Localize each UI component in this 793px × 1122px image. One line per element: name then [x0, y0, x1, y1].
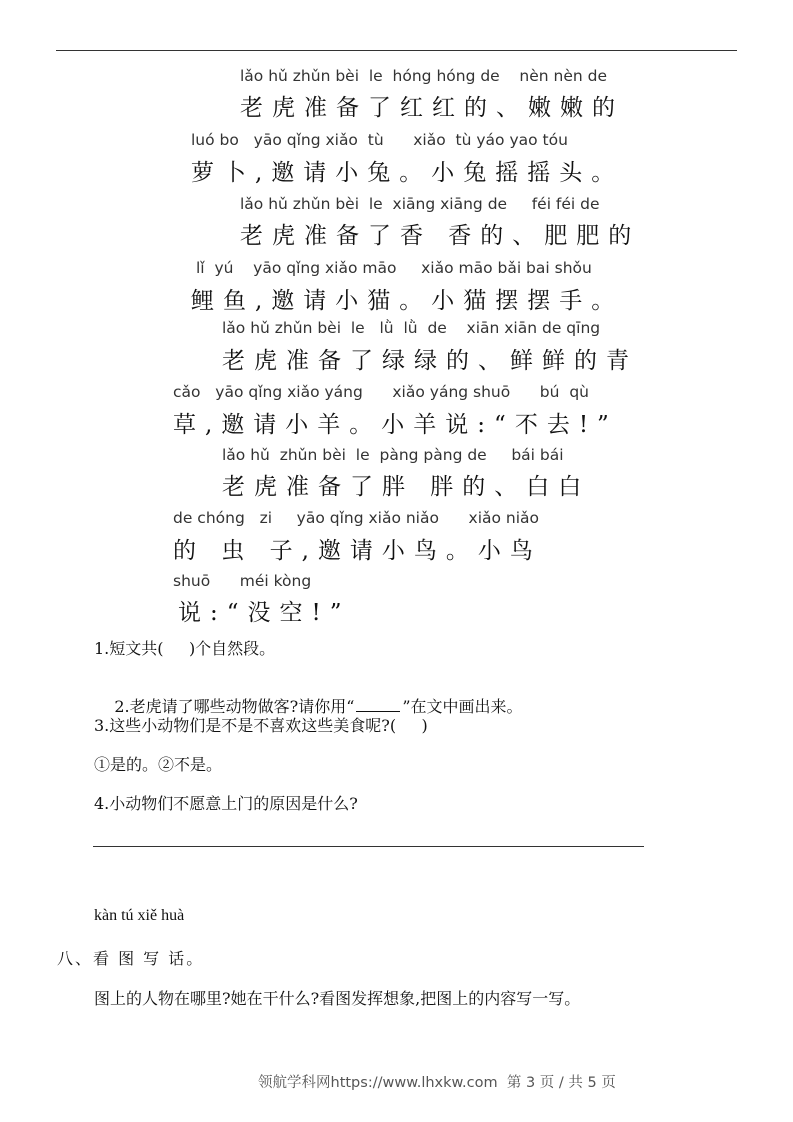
pinyin-line-3: lǎo hǔ zhǔn bèi le xiāng xiāng de féi féi de	[240, 195, 600, 213]
question-2-after: ”在文中画出来。	[402, 697, 523, 716]
question-4: 4.小动物们不愿意上门的原因是什么?	[94, 794, 358, 813]
question-1: 1.短文共( )个自然段。	[94, 639, 276, 658]
pinyin-line-8: de chóng zi yāo qǐng xiǎo niǎo xiǎo niǎo	[173, 509, 540, 527]
hanzi-line-3: 老虎准备了香 香的、肥肥的	[240, 223, 641, 249]
pinyin-line-7: lǎo hǔ zhǔn bèi le pàng pàng de bái bái	[222, 446, 564, 464]
footer-text: 领航学科网https://www.lhxkw.com 第 3 页 / 共 5 页	[258, 1075, 616, 1091]
question-2-before: 2.老虎请了哪些动物做客?请你用“	[114, 697, 355, 716]
pinyin-line-2: luó bo yāo qǐng xiǎo tù xiǎo tù yáo yao tóu	[191, 131, 568, 149]
pinyin-line-9: shuō méi kòng	[173, 572, 312, 590]
hanzi-line-4: 鲤鱼,邀请小猫。小猫摆摆手。	[191, 288, 624, 314]
hanzi-line-9: 说:“没空!”	[178, 600, 351, 626]
section-8-heading: 八、看 图 写 话。	[57, 949, 205, 968]
answer-line[interactable]	[93, 846, 644, 847]
pinyin-line-5: lǎo hǔ zhǔn bèi le lǜ lǜ de xiān xiān de qīng	[222, 319, 601, 337]
question-3: 3.这些小动物们是不是不喜欢这些美食呢?( )	[94, 716, 428, 735]
hanzi-line-7: 老虎准备了胖 胖的、白白	[222, 474, 591, 500]
hanzi-line-2: 萝卜,邀请小兔。小兔摇摇头。	[191, 160, 624, 186]
hanzi-line-5: 老虎准备了绿绿的、鲜鲜的青	[222, 348, 638, 374]
pinyin-line-1: lǎo hǔ zhǔn bèi le hóng hóng de nèn nèn de	[240, 67, 608, 85]
section-8-prompt: 图上的人物在哪里?她在干什么?看图发挥想象,把图上的内容写一写。	[94, 989, 581, 1008]
hanzi-line-6: 草,邀请小羊。小羊说:“不去!”	[173, 412, 618, 438]
section-8-pinyin: kàn tú xiě huà	[94, 907, 185, 924]
hanzi-line-1: 老虎准备了红红的、嫩嫩的	[240, 95, 624, 121]
underline-sample	[356, 699, 400, 712]
hanzi-line-8: 的 虫 子,邀请小鸟。小鸟	[173, 538, 542, 564]
pinyin-line-6: cǎo yāo qǐng xiǎo yáng xiǎo yáng shuō bú qù	[173, 383, 589, 401]
pinyin-line-4: lǐ yú yāo qǐng xiǎo māo xiǎo māo bǎi bai shǒu	[196, 259, 592, 277]
question-3-options: ①是的。②不是。	[94, 755, 223, 774]
top-rule	[56, 50, 737, 51]
